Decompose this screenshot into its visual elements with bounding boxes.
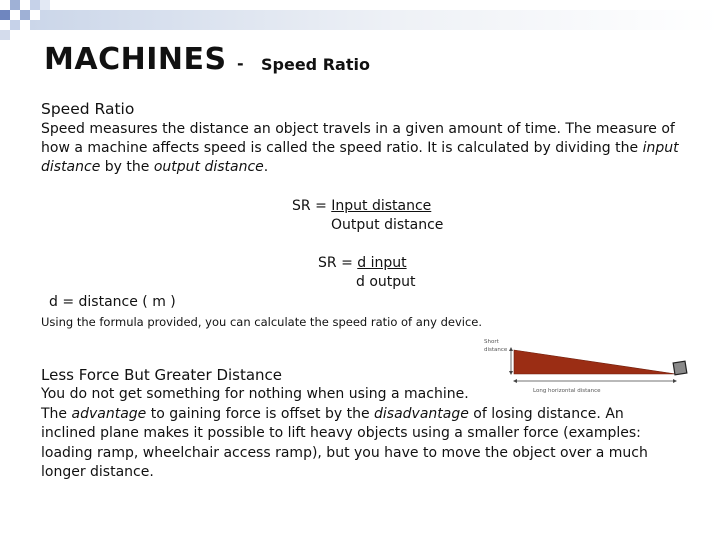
emphasis-output-distance: output distance (153, 159, 264, 175)
arrow-head (509, 371, 513, 375)
formula2-numerator-text: d input (357, 255, 407, 271)
usage-note: Using the formula provided, you can calculate the speed ratio of any device. (41, 315, 482, 329)
formula1-denominator: Output distance (331, 217, 444, 233)
title-separator: - (237, 54, 244, 73)
distance-definition: d = distance ( m ) (49, 294, 176, 310)
section-heading-less-force: Less Force But Greater Distance (41, 366, 283, 384)
short-distance-label: distance (484, 347, 508, 353)
paragraph-line: You do not get something for nothing when using a machine. (41, 386, 469, 402)
formula1-numerator (292, 198, 431, 214)
short-distance-label: Short (484, 339, 499, 345)
formula1-numerator-text: Input distance (331, 198, 432, 214)
load-box (673, 361, 687, 375)
ramp (514, 350, 676, 374)
emphasis-input-distance: input distance (41, 140, 679, 175)
long-distance-label: Long horizontal distance (533, 388, 601, 394)
less-force-paragraph (41, 385, 681, 483)
arrow-head (673, 379, 677, 383)
header-decoration (0, 0, 720, 40)
formula2-numerator (318, 255, 407, 271)
paragraph-text: to gaining force is offset by the (146, 405, 375, 422)
speed-ratio-paragraph (41, 120, 681, 177)
arrow-head (513, 379, 517, 383)
emphasis-advantage: advantage (71, 405, 147, 422)
paragraph-text: by the (100, 159, 154, 175)
paragraph-text: Speed measures the distance an object travels in a given amount of time. The measure of how a machine affects speed is called the speed ratio. It is calculated by dividing the (41, 121, 675, 156)
paragraph-text: . (263, 159, 269, 175)
emphasis-disadvantage: disadvantage (374, 405, 469, 422)
page-title: MACHINES (44, 42, 227, 77)
formula1-prefix: SR = (292, 198, 332, 214)
formula2-denominator: d output (356, 274, 416, 290)
arrow-head (509, 347, 513, 351)
page-subtitle: Speed Ratio (261, 55, 370, 74)
section-heading-speed-ratio: Speed Ratio (41, 100, 135, 118)
paragraph-text: The (41, 405, 72, 422)
paragraph-text: of losing distance. An inclined plane makes it possible to lift heavy objects using a smaller force (examples: loading ramp, wheelchair access ramp), but you have to move the object over a much longer distance. (41, 405, 648, 480)
formula2-prefix: SR = (318, 255, 358, 271)
